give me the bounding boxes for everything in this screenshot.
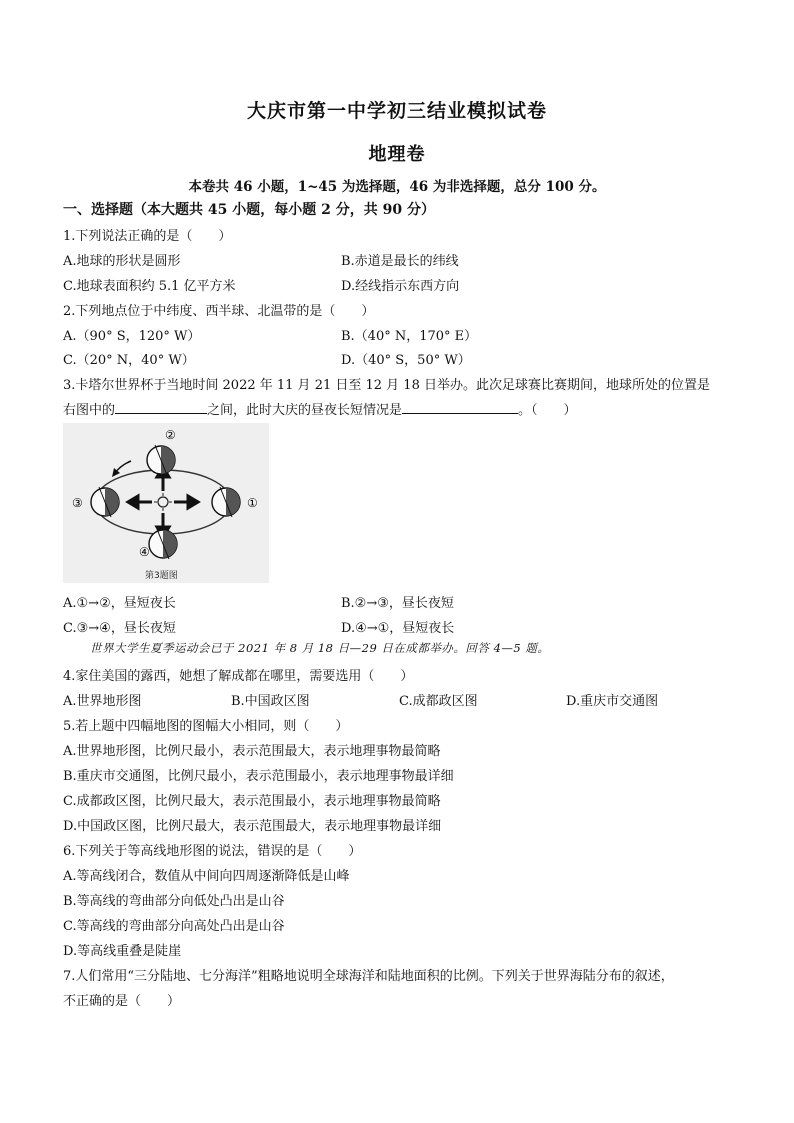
q4-option-b: B.中国政区图 xyxy=(231,694,310,709)
earth-icon xyxy=(147,445,175,475)
q4-option-c: C.成都政区图 xyxy=(399,694,478,709)
q3-option-d: D.④→①，昼短夜长 xyxy=(341,621,455,636)
position-label-2: ② xyxy=(165,428,176,442)
exam-intro: 本卷共 46 小题，1~45 为选择题，46 为非选择题，总分 100 分。 xyxy=(188,179,606,195)
q2-stem: 2.下列地点位于中纬度、西半球、北温带的是（ ） xyxy=(63,304,375,319)
q3-blank-2 xyxy=(402,401,518,414)
position-label-4: ④ xyxy=(139,545,150,559)
q6-option-a: A.等高线闭合，数值从中间向四周逐渐降低是山峰 xyxy=(63,869,350,884)
q3-option-b: B.②→③，昼长夜短 xyxy=(341,596,454,611)
earth-icon xyxy=(149,529,177,559)
q5-stem: 5.若上题中四幅地图的图幅大小相同，则（ ） xyxy=(63,719,349,734)
earth-icon xyxy=(91,487,119,517)
q4-option-d: D.重庆市交通图 xyxy=(566,694,659,709)
exam-subtitle: 地理卷 xyxy=(368,144,426,165)
q3-stem-part3: 。（ ） xyxy=(518,403,577,418)
q3-blank-1 xyxy=(115,401,207,414)
q1-option-d: D.经线指示东西方向 xyxy=(341,279,460,294)
q3-figure xyxy=(63,423,269,583)
q3-stem-line2 xyxy=(63,399,577,418)
q3-stem-part2: 之间，此时大庆的昼夜长短情况是 xyxy=(207,403,403,418)
q3-option-a: A.①→②，昼短夜长 xyxy=(63,596,176,611)
q1-option-b: B.赤道是最长的纬线 xyxy=(341,254,459,269)
q2-option-a: A.（90° S，120° W） xyxy=(63,329,201,344)
q3-option-c: C.③→④，昼长夜短 xyxy=(63,621,176,636)
position-label-3: ③ xyxy=(72,496,83,510)
earth-icon xyxy=(212,487,240,517)
position-label-1: ① xyxy=(247,496,258,510)
q1-option-a: A.地球的形状是圆形 xyxy=(63,254,181,269)
q5-option-c: C.成都政区图，比例尺最大，表示范围最小，表示地理事物最简略 xyxy=(63,794,441,809)
material-note: 世界大学生夏季运动会已于 2021 年 8 月 18 日—29 日在成都举办。回答 4—5 题。 xyxy=(90,641,550,655)
q6-option-c: C.等高线的弯曲部分向高处凸出是山谷 xyxy=(63,919,285,934)
q6-option-d: D.等高线重叠是陡崖 xyxy=(63,944,182,959)
q3-stem-line1: 3.卡塔尔世界杯于当地时间 2022 年 11 月 21 日至 12 月 18 日举办。此次足球赛比赛期间，地球所处的位置是 xyxy=(63,378,710,393)
q2-option-b: B.（40° N，170° E） xyxy=(341,329,478,344)
q4-option-a: A.世界地形图 xyxy=(63,694,142,709)
q2-option-c: C.（20° N，40° W） xyxy=(63,353,195,368)
q6-option-b: B.等高线的弯曲部分向低处凸出是山谷 xyxy=(63,894,285,909)
section-heading: 一、选择题（本大题共 45 小题，每小题 2 分，共 90 分） xyxy=(63,202,435,218)
exam-title: 大庆市第一中学初三结业模拟试卷 xyxy=(246,100,547,122)
earth-orbit-diagram xyxy=(63,423,269,583)
q2-option-d: D.（40° S，50° W） xyxy=(341,353,471,368)
figure-caption: 第3题图 xyxy=(145,571,178,581)
q3-stem-part1: 右图中的 xyxy=(63,403,116,418)
q4-stem: 4.家住美国的露西，她想了解成都在哪里，需要选用（ ） xyxy=(63,669,414,684)
q5-option-b: B.重庆市交通图，比例尺最小，表示范围最小，表示地理事物最详细 xyxy=(63,769,454,784)
q7-stem-line1: 7.人们常用“三分陆地、七分海洋”粗略地说明全球海洋和陆地面积的比例。下列关于世界海陆分布的叙述， xyxy=(63,969,674,984)
q1-option-c: C.地球表面积约 5.1 亿平方米 xyxy=(63,279,236,294)
q7-stem-line2: 不正确的是（ ） xyxy=(63,994,181,1009)
q5-option-a: A.世界地形图，比例尺最小，表示范围最大，表示地理事物最简略 xyxy=(63,744,441,759)
q5-option-d: D.中国政区图，比例尺最大，表示范围最大，表示地理事物最详细 xyxy=(63,819,442,834)
q1-stem: 1.下列说法正确的是（ ） xyxy=(63,229,232,244)
q6-stem: 6.下列关于等高线地形图的说法，错误的是（ ） xyxy=(63,844,362,859)
